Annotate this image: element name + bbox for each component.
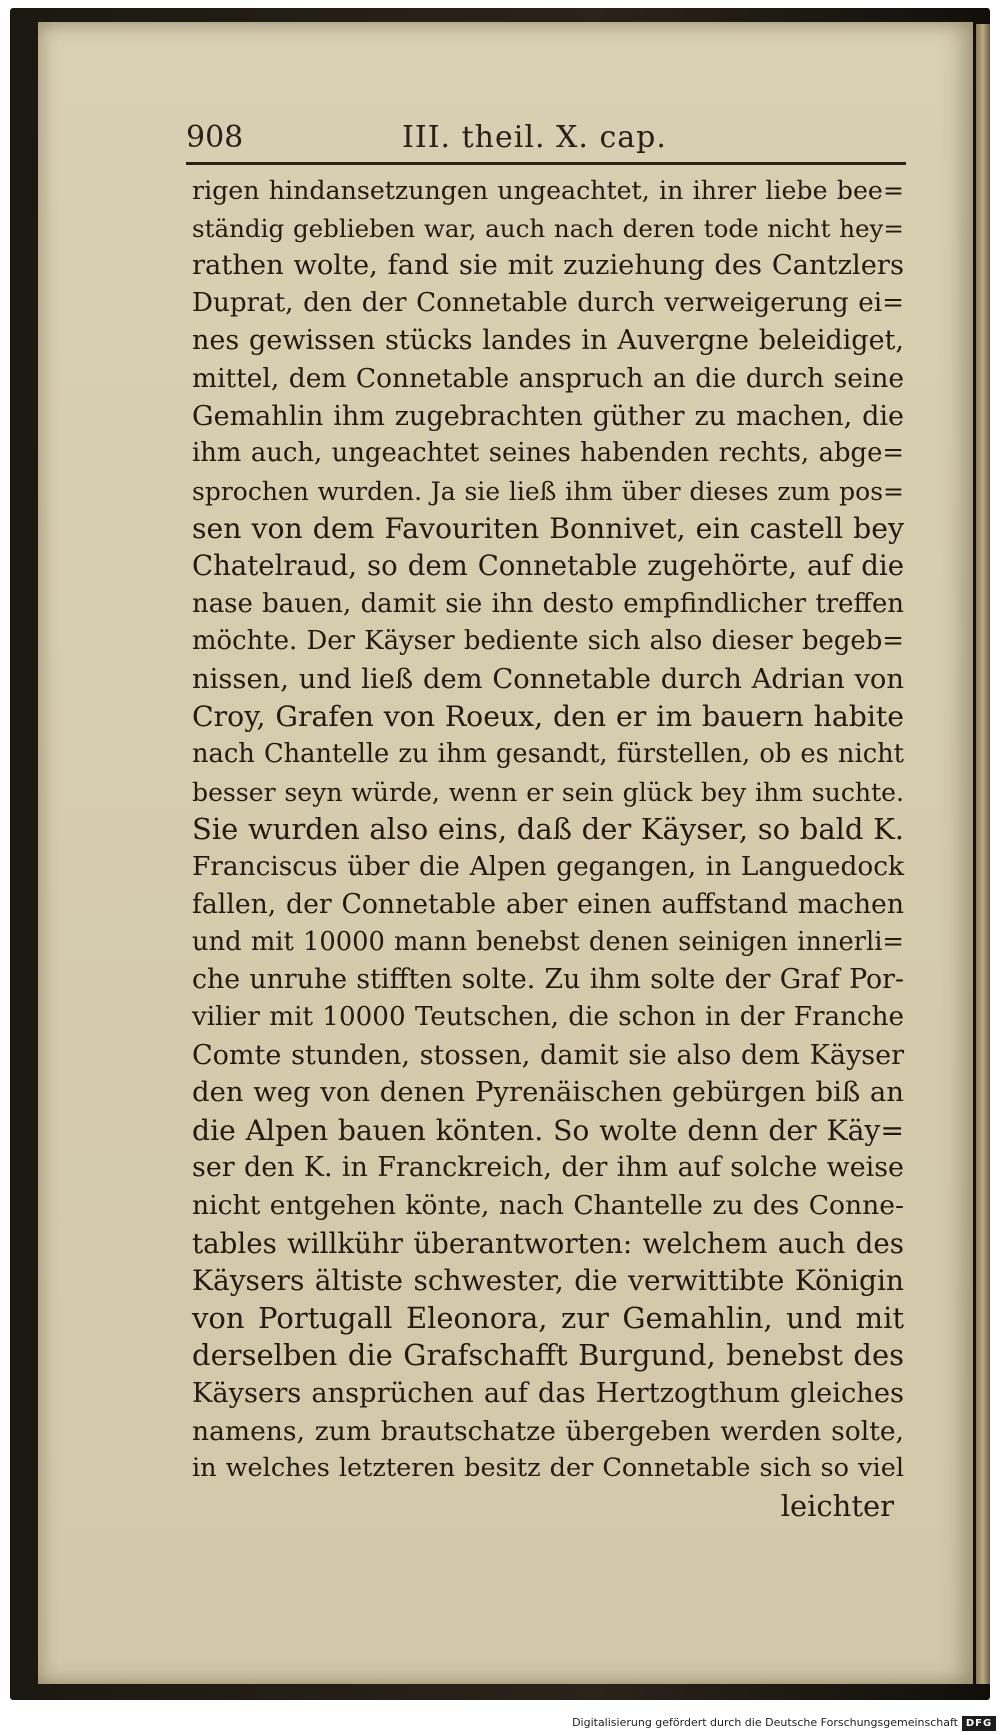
text-line: den weg von denen Pyrenäischen gebürgen biß an bbox=[192, 1077, 904, 1109]
text-line: derselben die Grafschafft Burgund, benebst des bbox=[192, 1338, 904, 1373]
text-line: ständig geblieben war, auch nach deren tode nicht hey= bbox=[192, 213, 904, 243]
page-number: 908 bbox=[186, 120, 244, 155]
text-line: Comte stunden, stossen, damit sie also dem Käyser bbox=[192, 1039, 904, 1071]
text-line: sprochen wurden. Ja sie ließ ihm über dieses zum pos= bbox=[192, 476, 904, 506]
text-line: vilier mit 10000 Teutschen, die schon in der Franche bbox=[192, 1002, 904, 1033]
text-line: nach Chantelle zu ihm gesandt, fürstellen, ob es nicht bbox=[192, 738, 904, 769]
page-edge bbox=[976, 24, 990, 1684]
text-line: besser seyn würde, wenn er sein glück bey ihm suchte. bbox=[192, 777, 904, 807]
text-line: möchte. Der Käyser bediente sich also dieser begeb= bbox=[192, 626, 904, 657]
catchword: leichter bbox=[780, 1488, 894, 1523]
text-line: die Alpen bauen könten. So wolte denn der Käy= bbox=[192, 1113, 904, 1147]
running-head: III. theil. X. cap. bbox=[402, 120, 667, 155]
text-line: nissen, und ließ dem Connetable durch Adrian von bbox=[192, 663, 904, 695]
text-line: Duprat, den der Connetable durch verweigerung ei= bbox=[192, 287, 904, 318]
text-line: nicht entgehen könte, nach Chantelle zu des Conne- bbox=[192, 1190, 904, 1222]
text-line: ihm auch, ungeachtet seines habenden rechts, abge= bbox=[192, 438, 904, 469]
page-header bbox=[186, 116, 906, 160]
text-line: Croy, Grafen von Roeux, den er im bauern habite bbox=[192, 700, 904, 734]
text-line: mittel, dem Connetable anspruch an die durch seine bbox=[192, 362, 904, 394]
text-line: von Portugall Eleonora, zur Gemahlin, und mit bbox=[192, 1300, 904, 1335]
text-line: Käysers ältiste schwester, die verwittibte Königin bbox=[192, 1264, 904, 1298]
text-line: namens, zum brautschatze übergeben werden solte, bbox=[192, 1415, 904, 1447]
text-line: sen von dem Favouriten Bonnivet, ein castell bey bbox=[192, 512, 904, 546]
text-line: rathen wolte, fand sie mit zuziehung des Cantzlers bbox=[192, 250, 904, 282]
body-text bbox=[192, 172, 904, 1525]
header-rule bbox=[186, 162, 906, 165]
text-line: in welches letzteren besitz der Connetable sich so viel bbox=[192, 1453, 904, 1484]
text-line: nase bauen, damit sie ihn desto empfindlicher treffen bbox=[192, 588, 904, 619]
text-line: ser den K. in Franckreich, der ihm auf solche weise bbox=[192, 1152, 904, 1184]
text-line: Sie wurden also eins, daß der Käyser, so bald K. bbox=[192, 812, 904, 847]
text-line: rigen hindansetzungen ungeachtet, in ihrer liebe bee= bbox=[192, 176, 904, 205]
footer-credit: Digitalisierung gefördert durch die Deutsche Forschungsgemeinschaft bbox=[572, 1716, 958, 1729]
text-line: Käysers ansprüchen auf das Hertzogthum gleiches bbox=[192, 1378, 904, 1409]
text-line: nes gewissen stücks landes in Auvergne beleidiget, bbox=[192, 325, 904, 357]
text-line: fallen, der Connetable aber einen auffstand machen bbox=[192, 889, 904, 921]
text-line: Chatelraud, so dem Connetable zugehörte, auf die bbox=[192, 549, 904, 582]
dfg-logo-icon: DFG bbox=[962, 1716, 996, 1731]
digitization-footer bbox=[0, 1713, 1000, 1735]
text-line: Franciscus über die Alpen gegangen, in Languedock bbox=[192, 851, 904, 882]
text-line: tables willkühr überantworten: welchem auch des bbox=[192, 1226, 904, 1260]
text-line: und mit 10000 mann benebst denen seinigen innerli= bbox=[192, 926, 904, 957]
text-line: Gemahlin ihm zugebrachten güther zu machen, die bbox=[192, 400, 904, 432]
text-line: che unruhe stifften solte. Zu ihm solte der Graf Por- bbox=[192, 964, 904, 996]
